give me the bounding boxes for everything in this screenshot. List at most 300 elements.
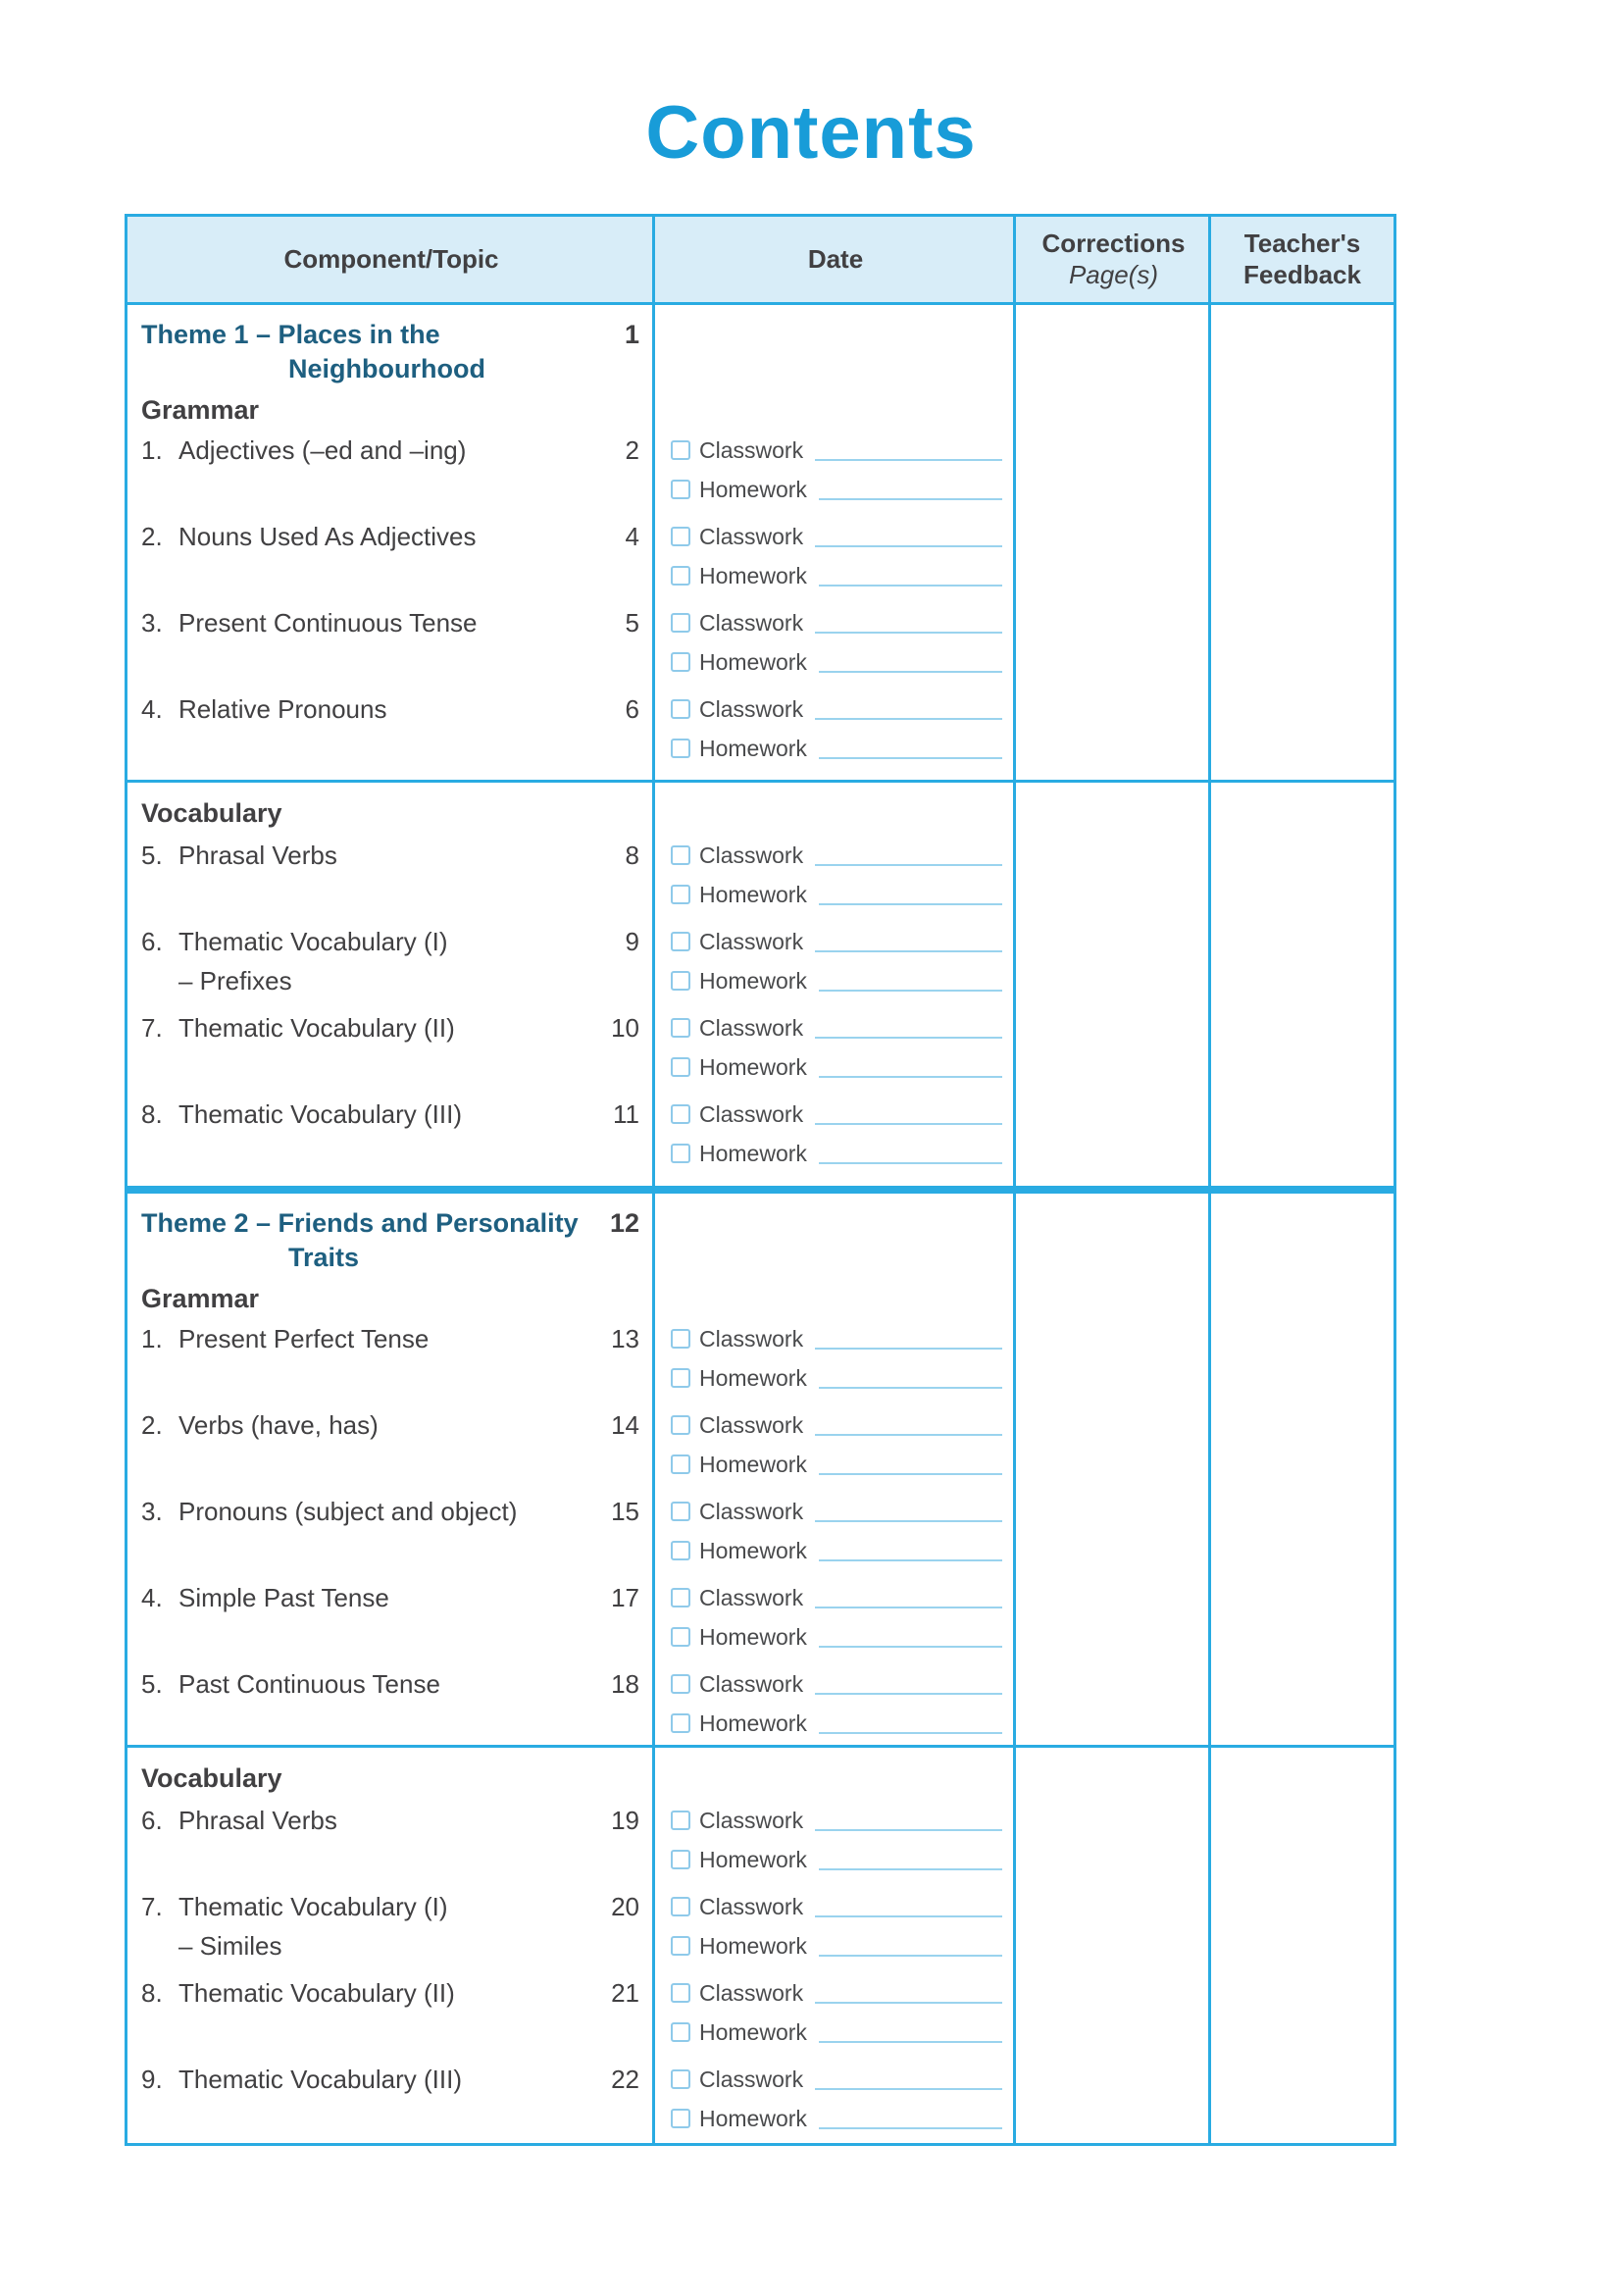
topic-cell (127, 1405, 655, 1492)
date-fill-line (815, 1607, 1002, 1608)
homework-label: Homework (699, 1932, 807, 1959)
classwork-label: Classwork (699, 436, 804, 463)
item-title: Thematic Vocabulary (I) (178, 926, 448, 956)
date-fill-line (815, 1123, 1002, 1125)
topic-cell (127, 1008, 655, 1095)
column-divider (1013, 217, 1016, 2143)
homework-checkbox[interactable] (671, 1627, 690, 1647)
classwork-label: Classwork (699, 609, 804, 636)
classwork-checkbox[interactable] (671, 1983, 690, 2003)
teachers-label: Teacher's (1243, 228, 1361, 258)
table-section (127, 780, 1394, 1186)
section-subheading: Vocabulary (141, 1763, 282, 1793)
topic-cell (127, 1973, 655, 2060)
date-fill-line (819, 1076, 1002, 1078)
item-page-number: 18 (611, 1668, 639, 1699)
theme-title-line2: Neighbourhood (288, 354, 485, 383)
date-fill-line (815, 1915, 1002, 1917)
homework-label: Homework (699, 1364, 807, 1391)
homework-checkbox[interactable] (671, 1144, 690, 1163)
date-fill-line (815, 1520, 1002, 1522)
date-fill-line (815, 950, 1002, 952)
item-page-number: 11 (613, 1098, 639, 1129)
homework-checkbox[interactable] (671, 1454, 690, 1474)
item-page-number: 6 (625, 693, 639, 724)
homework-checkbox[interactable] (671, 1936, 690, 1956)
item-title: Phrasal Verbs (178, 840, 337, 870)
classwork-label: Classwork (699, 1584, 804, 1610)
homework-checkbox[interactable] (671, 739, 690, 758)
classwork-checkbox[interactable] (671, 1811, 690, 1830)
classwork-row (655, 922, 1016, 961)
homework-row (655, 1704, 1016, 1743)
date-fill-line (815, 864, 1002, 866)
item-page-number: 21 (611, 1977, 639, 2008)
homework-label: Homework (699, 1537, 807, 1563)
item-page-number: 4 (625, 521, 639, 551)
date-fill-line (815, 1348, 1002, 1350)
item-row (127, 1008, 1016, 1095)
feedback-cell (1211, 783, 1394, 1186)
feedback-cell (1211, 305, 1394, 780)
homework-label: Homework (699, 476, 807, 502)
item-number: 6. (141, 926, 163, 956)
classwork-label: Classwork (699, 1893, 804, 1919)
classwork-row (655, 1578, 1016, 1617)
topic-cell (127, 517, 655, 603)
item-page-number: 15 (611, 1496, 639, 1526)
item-number: 1. (141, 434, 163, 465)
homework-label: Homework (699, 881, 807, 907)
item-row (127, 1319, 1016, 1405)
topic-cell (127, 1887, 655, 1973)
topic-cell (127, 689, 655, 776)
topic-line (141, 922, 655, 961)
page-title: Contents (645, 91, 977, 175)
classwork-row (655, 689, 1016, 729)
classwork-row (655, 1973, 1016, 2013)
item-page-number: 17 (611, 1582, 639, 1612)
topic-line (141, 836, 655, 875)
topic-cell (127, 1801, 655, 1887)
topic-line (141, 689, 655, 729)
homework-checkbox[interactable] (671, 1368, 690, 1388)
item-page-number: 22 (611, 2064, 639, 2094)
classwork-row (655, 1319, 1016, 1358)
date-cell (655, 1008, 1016, 1095)
classwork-row (655, 1492, 1016, 1531)
item-page-number: 5 (625, 607, 639, 638)
homework-checkbox[interactable] (671, 1057, 690, 1077)
date-fill-line (819, 903, 1002, 905)
date-cell (655, 1887, 1016, 1973)
date-fill-line (819, 1387, 1002, 1389)
item-row (127, 517, 1016, 603)
homework-checkbox[interactable] (671, 480, 690, 499)
table-header-row (127, 217, 1394, 305)
classwork-label: Classwork (699, 1014, 804, 1041)
date-fill-line (819, 2041, 1002, 2043)
topic-cell (127, 1492, 655, 1578)
item-number: 8. (141, 1098, 163, 1129)
topic-line (141, 1492, 655, 1531)
homework-label: Homework (699, 1140, 807, 1166)
item-number: 9. (141, 2064, 163, 2094)
item-row (127, 1801, 1016, 1887)
item-page-number: 8 (625, 840, 639, 870)
classwork-checkbox[interactable] (671, 1104, 690, 1124)
homework-row (655, 1445, 1016, 1484)
date-fill-line (815, 632, 1002, 634)
classwork-label: Classwork (699, 928, 804, 954)
topic-line (141, 1887, 655, 1926)
classwork-label: Classwork (699, 842, 804, 868)
homework-row (655, 1358, 1016, 1398)
topic-cell (127, 1664, 655, 1745)
item-number: 5. (141, 840, 163, 870)
classwork-row (655, 2060, 1016, 2099)
band-items (127, 836, 1016, 1181)
corrections-pages-label: Page(s) (1068, 259, 1159, 289)
corrections-cell (1016, 1748, 1211, 2143)
homework-row (655, 1926, 1016, 1965)
item-subtitle: – Prefixes (178, 966, 292, 995)
topic-line (141, 1664, 655, 1704)
item-title: Thematic Vocabulary (II) (178, 1977, 455, 2008)
section-main-columns (127, 1748, 1016, 2143)
feedback-cell (1211, 1194, 1394, 1745)
homework-label: Homework (699, 1623, 807, 1650)
classwork-checkbox[interactable] (671, 527, 690, 546)
classwork-row (655, 517, 1016, 556)
date-fill-line (819, 1646, 1002, 1648)
classwork-checkbox[interactable] (671, 699, 690, 719)
date-fill-line (819, 990, 1002, 992)
table-section (127, 305, 1394, 780)
item-row (127, 431, 1016, 517)
band-items (127, 431, 1016, 776)
homework-checkbox[interactable] (671, 652, 690, 672)
date-cell (655, 1578, 1016, 1664)
homework-checkbox[interactable] (671, 885, 690, 904)
corrections-label: Corrections (1041, 228, 1186, 258)
classwork-label: Classwork (699, 695, 804, 722)
item-page-number: 9 (625, 926, 639, 956)
topic-cell (127, 603, 655, 689)
homework-label: Homework (699, 2105, 807, 2131)
homework-row (655, 2013, 1016, 2052)
date-fill-line (819, 498, 1002, 500)
item-row (127, 603, 1016, 689)
homework-label: Homework (699, 648, 807, 675)
theme-title-row (141, 1205, 655, 1241)
classwork-checkbox[interactable] (671, 1897, 690, 1916)
homework-checkbox[interactable] (671, 2022, 690, 2042)
topic-line (141, 1008, 655, 1047)
item-page-number: 19 (611, 1805, 639, 1835)
date-fill-line (815, 2002, 1002, 2004)
item-row (127, 1973, 1016, 2060)
column-divider (652, 217, 655, 2143)
table-body (127, 305, 1394, 2143)
header-date: Date (807, 243, 864, 274)
date-fill-line (819, 1162, 1002, 1164)
theme-heading-row (127, 1194, 1016, 1276)
header-component-topic: Component/Topic (283, 243, 499, 274)
date-cell (655, 2060, 1016, 2143)
item-title: Thematic Vocabulary (III) (178, 2064, 462, 2094)
date-fill-line (815, 2088, 1002, 2090)
feedback-label: Feedback (1243, 259, 1361, 289)
date-fill-line (815, 1037, 1002, 1039)
theme-title-line1: Theme 2 – Friends and Personality (141, 1207, 579, 1238)
table-section (127, 1186, 1394, 1745)
date-cell (655, 922, 1016, 1008)
homework-row (655, 470, 1016, 509)
item-title: Adjectives (–ed and –ing) (178, 434, 467, 465)
date-fill-line (819, 671, 1002, 673)
item-title: Thematic Vocabulary (III) (178, 1098, 462, 1129)
date-fill-line (819, 1473, 1002, 1475)
section-subheading: Grammar (141, 1284, 260, 1313)
theme-page-number: 12 (609, 1207, 639, 1238)
date-fill-line (819, 585, 1002, 587)
corrections-cell (1016, 305, 1211, 780)
item-number: 4. (141, 1582, 163, 1612)
topic-line (141, 1973, 655, 2013)
classwork-row (655, 603, 1016, 642)
classwork-label: Classwork (699, 2066, 804, 2092)
topic-line (141, 1319, 655, 1358)
band-items (127, 1319, 1016, 1745)
feedback-cell (1211, 1748, 1394, 2143)
item-page-number: 14 (611, 1409, 639, 1440)
date-fill-line (815, 1693, 1002, 1695)
date-fill-line (819, 2127, 1002, 2129)
item-number: 3. (141, 1496, 163, 1526)
date-fill-line (819, 1559, 1002, 1561)
header-corrections (1016, 229, 1211, 290)
item-number: 2. (141, 1409, 163, 1440)
classwork-row (655, 431, 1016, 470)
classwork-row (655, 1664, 1016, 1704)
theme-page-number: 1 (624, 319, 639, 349)
date-cell (655, 1405, 1016, 1492)
item-number: 3. (141, 607, 163, 638)
homework-checkbox[interactable] (671, 971, 690, 991)
date-cell (655, 431, 1016, 517)
homework-label: Homework (699, 1709, 807, 1736)
classwork-checkbox[interactable] (671, 1588, 690, 1607)
topic-cell (127, 922, 655, 1008)
item-number: 7. (141, 1012, 163, 1043)
item-title: Present Continuous Tense (178, 607, 478, 638)
homework-checkbox[interactable] (671, 1713, 690, 1733)
date-cell (655, 689, 1016, 776)
homework-row (655, 1617, 1016, 1657)
homework-row (655, 2099, 1016, 2138)
item-page-number: 2 (625, 434, 639, 465)
classwork-label: Classwork (699, 1807, 804, 1833)
classwork-row (655, 1095, 1016, 1134)
table-section (127, 1745, 1394, 2143)
homework-row (655, 1531, 1016, 1570)
classwork-label: Classwork (699, 1498, 804, 1524)
classwork-checkbox[interactable] (671, 1329, 690, 1349)
band-items (127, 1801, 1016, 2143)
item-row (127, 836, 1016, 922)
theme-title-line2: Traits (288, 1243, 360, 1272)
item-number: 1. (141, 1323, 163, 1353)
item-title: Present Perfect Tense (178, 1323, 430, 1353)
item-title: Phrasal Verbs (178, 1805, 337, 1835)
date-cell (655, 1664, 1016, 1745)
topic-cell (127, 836, 655, 922)
homework-row (655, 961, 1016, 1000)
topic-cell (127, 1319, 655, 1405)
classwork-row (655, 1008, 1016, 1047)
item-subtitle: – Similes (178, 1931, 282, 1961)
date-fill-line (815, 1829, 1002, 1831)
item-title: Thematic Vocabulary (I) (178, 1891, 448, 1921)
classwork-checkbox[interactable] (671, 2069, 690, 2089)
homework-label: Homework (699, 1451, 807, 1477)
classwork-checkbox[interactable] (671, 613, 690, 633)
item-title: Pronouns (subject and object) (178, 1496, 518, 1526)
topic-line (141, 517, 655, 556)
homework-label: Homework (699, 2018, 807, 2045)
item-title: Verbs (have, has) (178, 1409, 379, 1440)
item-row (127, 1492, 1016, 1578)
classwork-label: Classwork (699, 1325, 804, 1352)
topic-cell (127, 1578, 655, 1664)
classwork-checkbox[interactable] (671, 1674, 690, 1694)
item-number: 5. (141, 1668, 163, 1699)
classwork-row (655, 1801, 1016, 1840)
theme-title-line1: Theme 1 – Places in the (141, 319, 440, 349)
homework-label: Homework (699, 1846, 807, 1872)
topic-line (141, 603, 655, 642)
item-number: 2. (141, 521, 163, 551)
date-cell (655, 1095, 1016, 1181)
topic-cell (127, 431, 655, 517)
topic-line (141, 1095, 655, 1134)
item-number: 4. (141, 693, 163, 724)
homework-row (655, 1840, 1016, 1879)
date-fill-line (815, 1434, 1002, 1436)
homework-checkbox[interactable] (671, 1541, 690, 1560)
homework-label: Homework (699, 967, 807, 994)
homework-row (655, 1047, 1016, 1087)
item-title: Relative Pronouns (178, 693, 387, 724)
item-row (127, 1664, 1016, 1745)
item-title: Thematic Vocabulary (II) (178, 1012, 455, 1043)
topic-line (141, 1578, 655, 1617)
date-fill-line (819, 1955, 1002, 1957)
classwork-checkbox[interactable] (671, 440, 690, 460)
homework-label: Homework (699, 1053, 807, 1080)
corrections-cell (1016, 1194, 1211, 1745)
column-divider (1208, 217, 1211, 2143)
homework-label: Homework (699, 735, 807, 761)
item-row (127, 922, 1016, 1008)
classwork-label: Classwork (699, 1100, 804, 1127)
item-row (127, 1578, 1016, 1664)
section-subheading: Vocabulary (141, 798, 282, 828)
topic-cell (127, 2060, 655, 2143)
item-row (127, 1405, 1016, 1492)
date-cell (655, 1319, 1016, 1405)
homework-checkbox[interactable] (671, 1850, 690, 1869)
date-cell (655, 1492, 1016, 1578)
theme-title-row (141, 317, 655, 352)
homework-checkbox[interactable] (671, 566, 690, 586)
item-title: Past Continuous Tense (178, 1668, 440, 1699)
homework-row (655, 556, 1016, 595)
date-cell (655, 836, 1016, 922)
classwork-row (655, 836, 1016, 875)
classwork-checkbox[interactable] (671, 932, 690, 951)
classwork-checkbox[interactable] (671, 1502, 690, 1521)
item-title: Nouns Used As Adjectives (178, 521, 477, 551)
section-main-columns (127, 783, 1016, 1186)
contents-table (125, 214, 1396, 2146)
classwork-label: Classwork (699, 1670, 804, 1697)
topic-cell (127, 1095, 655, 1181)
item-title: Simple Past Tense (178, 1582, 389, 1612)
section-main-columns (127, 1194, 1016, 1745)
item-page-number: 20 (611, 1891, 639, 1921)
date-fill-line (815, 545, 1002, 547)
classwork-checkbox[interactable] (671, 1018, 690, 1038)
date-fill-line (815, 718, 1002, 720)
homework-row (655, 1134, 1016, 1173)
header-feedback (1211, 229, 1394, 290)
date-fill-line (819, 1868, 1002, 1870)
item-number: 8. (141, 1977, 163, 2008)
homework-checkbox[interactable] (671, 2109, 690, 2128)
homework-row (655, 875, 1016, 914)
classwork-checkbox[interactable] (671, 845, 690, 865)
topic-line (141, 1405, 655, 1445)
date-cell (655, 517, 1016, 603)
corrections-cell (1016, 783, 1211, 1186)
item-row (127, 689, 1016, 776)
item-row (127, 1095, 1016, 1181)
topic-line (141, 2060, 655, 2099)
section-main-columns (127, 305, 1016, 780)
homework-row (655, 642, 1016, 682)
classwork-checkbox[interactable] (671, 1415, 690, 1435)
classwork-label: Classwork (699, 1979, 804, 2006)
item-page-number: 10 (611, 1012, 639, 1043)
item-row (127, 2060, 1016, 2143)
item-number: 6. (141, 1805, 163, 1835)
topic-line (141, 431, 655, 470)
item-number: 7. (141, 1891, 163, 1921)
item-page-number: 13 (611, 1323, 639, 1353)
topic-line (141, 1801, 655, 1840)
date-fill-line (819, 757, 1002, 759)
classwork-label: Classwork (699, 1411, 804, 1438)
item-row (127, 1887, 1016, 1973)
classwork-row (655, 1405, 1016, 1445)
date-fill-line (819, 1732, 1002, 1734)
date-cell (655, 603, 1016, 689)
date-fill-line (815, 459, 1002, 461)
classwork-label: Classwork (699, 523, 804, 549)
homework-row (655, 729, 1016, 768)
